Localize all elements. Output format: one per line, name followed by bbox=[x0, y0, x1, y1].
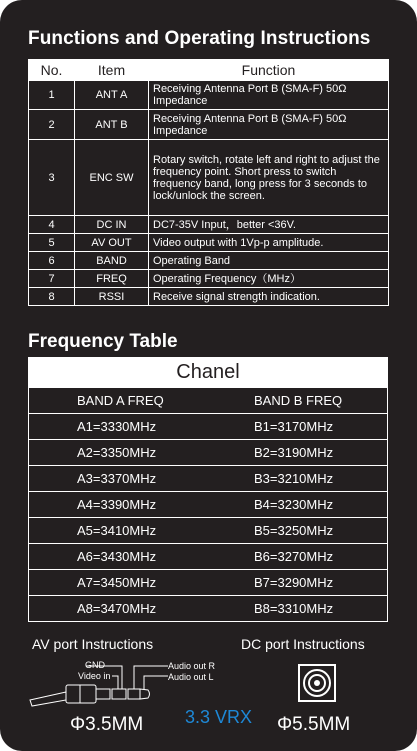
band-a-header: BAND A FREQ bbox=[77, 393, 164, 408]
band-a-freq: A4=3390MHz bbox=[77, 497, 157, 512]
row-no: 3 bbox=[29, 140, 75, 216]
frequency-table bbox=[28, 357, 388, 622]
table-row bbox=[29, 270, 389, 288]
row-function: Video output with 1Vp-p amplitude. bbox=[149, 234, 389, 252]
band-b-freq: B3=3210MHz bbox=[254, 471, 334, 486]
row-item: RSSI bbox=[75, 288, 149, 306]
functions-header-row bbox=[29, 60, 389, 81]
table-row bbox=[29, 595, 387, 621]
band-a-freq: A7=3450MHz bbox=[77, 575, 157, 590]
row-function: Operating Frequency（MHz） bbox=[149, 270, 389, 288]
table-row bbox=[29, 543, 387, 569]
header-no: No. bbox=[29, 60, 75, 81]
av-port-size: Φ3.5MM bbox=[70, 714, 144, 735]
band-b-header: BAND B FREQ bbox=[254, 393, 343, 408]
row-item: DC IN bbox=[75, 216, 149, 234]
video-in-label: Video in bbox=[78, 671, 111, 681]
table-row bbox=[29, 569, 387, 595]
gnd-label: GND bbox=[85, 660, 105, 670]
model-label: 3.3 VRX bbox=[185, 707, 253, 727]
chanel-header: Chanel bbox=[29, 358, 387, 387]
dc-jack-icon bbox=[298, 664, 336, 702]
row-item: FREQ bbox=[75, 270, 149, 288]
row-no: 7 bbox=[29, 270, 75, 288]
table-row bbox=[29, 252, 389, 270]
row-function: Receive signal strength indication. bbox=[149, 288, 389, 306]
table-row bbox=[29, 439, 387, 465]
table-row bbox=[29, 491, 387, 517]
row-item: BAND bbox=[75, 252, 149, 270]
audio-out-r-label: Audio out R bbox=[168, 661, 216, 671]
functions-table bbox=[28, 59, 389, 306]
band-b-freq: B2=3190MHz bbox=[254, 445, 334, 460]
row-no: 5 bbox=[29, 234, 75, 252]
audio-out-l-label: Audio out L bbox=[168, 672, 214, 682]
band-a-freq: A8=3470MHz bbox=[77, 601, 157, 616]
row-function: Receiving Antenna Port B (SMA-F) 50Ω Impedance bbox=[149, 110, 389, 140]
row-no: 2 bbox=[29, 110, 75, 140]
table-row bbox=[29, 413, 387, 439]
header-function: Function bbox=[149, 60, 389, 81]
band-a-freq: A1=3330MHz bbox=[77, 419, 157, 434]
row-no: 6 bbox=[29, 252, 75, 270]
band-b-freq: B1=3170MHz bbox=[254, 419, 334, 434]
band-a-freq: A3=3370MHz bbox=[77, 471, 157, 486]
table-row bbox=[29, 140, 389, 216]
table-row bbox=[29, 517, 387, 543]
dc-port-title: DC port Instructions bbox=[241, 636, 365, 652]
av-jack-plug-icon bbox=[28, 660, 178, 710]
row-item: ANT A bbox=[75, 81, 149, 110]
band-b-freq: B6=3270MHz bbox=[254, 549, 334, 564]
row-function: Operating Band bbox=[149, 252, 389, 270]
row-item: ENC SW bbox=[75, 140, 149, 216]
band-b-freq: B7=3290MHz bbox=[254, 575, 334, 590]
row-no: 4 bbox=[29, 216, 75, 234]
row-function: Receiving Antenna Port B (SMA-F) 50Ω Impedance bbox=[149, 81, 389, 110]
row-no: 8 bbox=[29, 288, 75, 306]
dc-port-size: Φ5.5MM bbox=[277, 714, 351, 735]
row-item: ANT B bbox=[75, 110, 149, 140]
table-row bbox=[29, 288, 389, 306]
row-no: 1 bbox=[29, 81, 75, 110]
table-row bbox=[29, 110, 389, 140]
av-port-title: AV port Instructions bbox=[32, 636, 154, 652]
band-b-freq: B4=3230MHz bbox=[254, 497, 334, 512]
frequency-column-header bbox=[29, 387, 387, 413]
band-a-freq: A5=3410MHz bbox=[77, 523, 157, 538]
row-function: DC7-35V Input，better <36V. bbox=[149, 216, 389, 234]
table-row bbox=[29, 216, 389, 234]
band-a-freq: A2=3350MHz bbox=[77, 445, 157, 460]
functions-title: Functions and Operating Instructions bbox=[28, 28, 371, 49]
header-item: Item bbox=[75, 60, 149, 81]
row-item: AV OUT bbox=[75, 234, 149, 252]
row-function: Rotary switch, rotate left and right to adjust the frequency point. Short press to switch frequency band, long press for 3 seconds to lock/unlock the screen. bbox=[149, 140, 389, 216]
table-row bbox=[29, 465, 387, 491]
table-row bbox=[29, 81, 389, 110]
table-row bbox=[29, 234, 389, 252]
frequency-title: Frequency Table bbox=[28, 331, 178, 352]
band-b-freq: B5=3250MHz bbox=[254, 523, 334, 538]
band-b-freq: B8=3310MHz bbox=[254, 601, 334, 616]
band-a-freq: A6=3430MHz bbox=[77, 549, 157, 564]
